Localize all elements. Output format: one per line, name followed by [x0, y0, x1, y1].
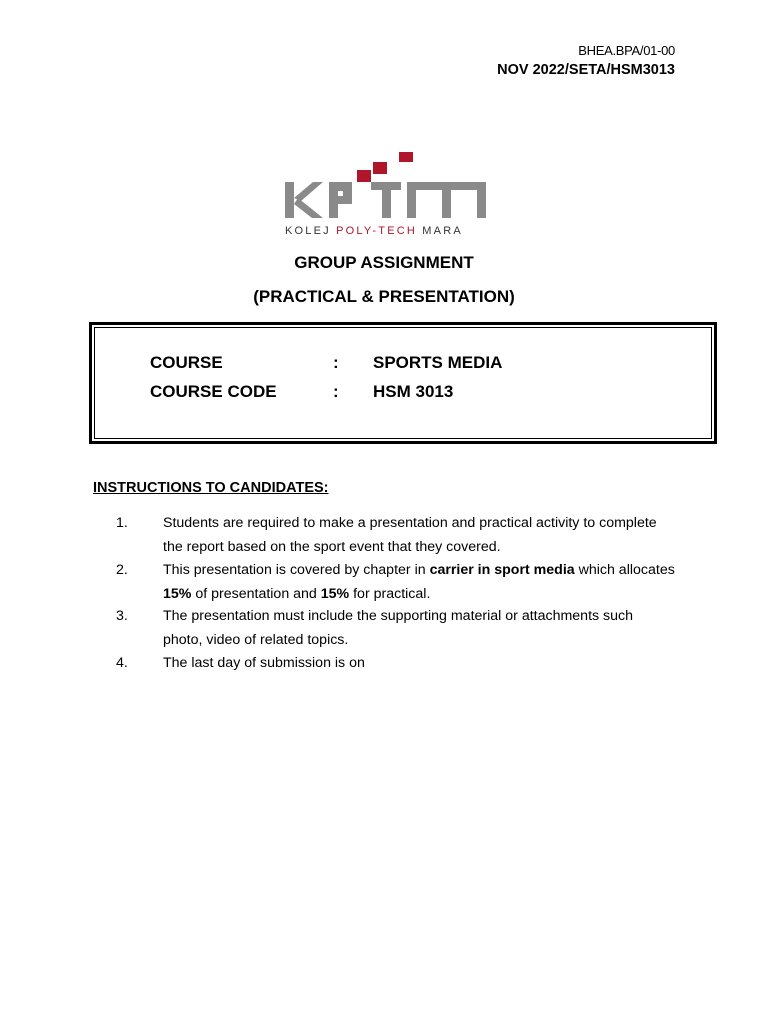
assignment-subtitle: (PRACTICAL & PRESENTATION) [253, 287, 515, 306]
course-value: SPORTS MEDIA [373, 353, 503, 372]
instruction-line: the report based on the sport event that they covered. [163, 538, 501, 555]
instruction-number: 1. [116, 515, 128, 531]
course-colon: : [333, 353, 339, 372]
logo-tagline-mara: MARA [417, 225, 463, 237]
logo-tagline-polytech: POLY-TECH [336, 225, 418, 237]
instruction-item [163, 559, 703, 606]
svg-text:KOLEJ POLY-TECH MARA [285, 225, 463, 237]
practical-percentage: 15% [320, 585, 350, 602]
form-reference: BHEA.BPA/01-00 [578, 43, 675, 58]
presentation-percentage: 15% [163, 585, 192, 602]
kptm-logo [283, 150, 489, 238]
instruction-text: of presentation and [191, 585, 321, 602]
instructions-heading: INSTRUCTIONS TO CANDIDATES: [93, 480, 329, 496]
instruction-line: The last day of submission is on [163, 655, 365, 671]
instruction-number: 2. [116, 562, 128, 578]
course-info-box [89, 322, 717, 444]
kptm-logo-graphic [283, 150, 489, 238]
instruction-item [163, 512, 703, 559]
document-id: NOV 2022/SETA/HSM3013 [497, 62, 675, 78]
instruction-line: The presentation must include the supporting material or attachments such [163, 608, 634, 624]
course-code-label: COURSE CODE [150, 382, 277, 401]
instruction-number: 3. [116, 608, 128, 624]
instruction-item [163, 605, 703, 652]
instruction-text: This presentation is covered by chapter in [163, 562, 430, 578]
instruction-line: Students are required to make a presentation and practical activity to complete [163, 515, 657, 531]
assignment-title: GROUP ASSIGNMENT [294, 253, 474, 272]
instruction-text: which allocates [574, 562, 675, 578]
instruction-topic: carrier in sport media [429, 562, 575, 578]
instruction-number: 4. [116, 655, 128, 671]
course-code-colon: : [333, 382, 339, 401]
instruction-line: photo, video of related topics. [163, 631, 349, 648]
logo-tagline-kolej: KOLEJ [285, 225, 337, 237]
course-code-value: HSM 3013 [373, 382, 454, 401]
instruction-text: for practical. [349, 585, 431, 602]
course-label: COURSE [150, 353, 223, 372]
instruction-item [163, 652, 703, 676]
